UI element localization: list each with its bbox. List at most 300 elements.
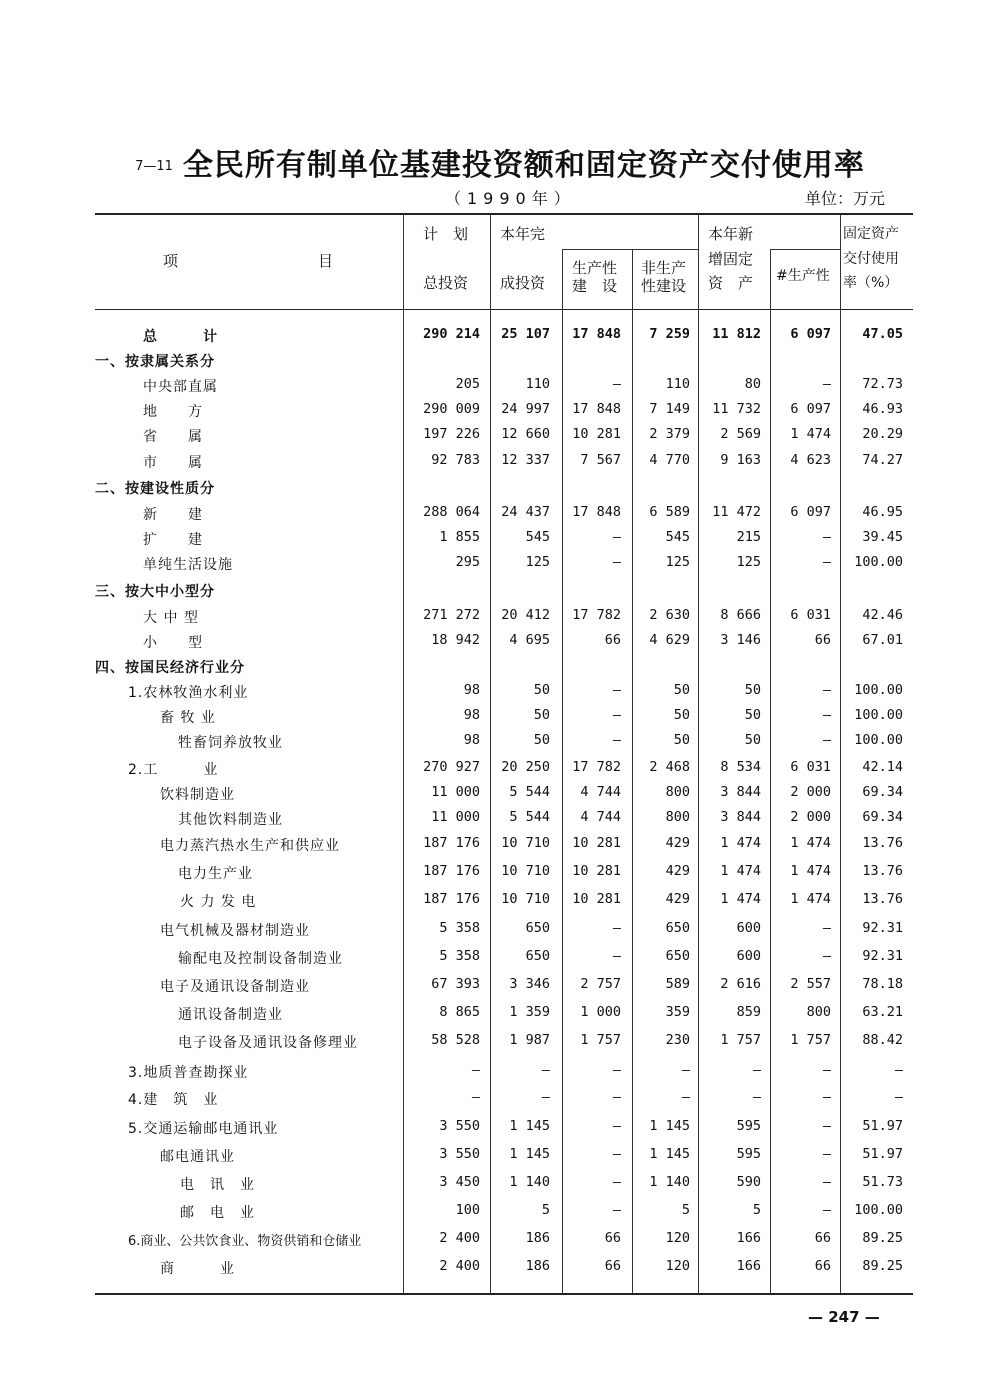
cell-value: 66	[604, 1230, 621, 1246]
cell-value: —	[822, 1202, 831, 1218]
cell-value: 80	[744, 376, 761, 392]
table-row	[0, 780, 1000, 805]
header-c4-line2: 性建设	[641, 277, 687, 295]
row-label: 邮 电 业	[180, 1205, 255, 1221]
year-label: （1990年）	[445, 189, 576, 208]
cell-value: 50	[673, 682, 690, 698]
cell-value: 7 259	[649, 326, 690, 342]
cell-value: 74.27	[862, 452, 903, 468]
table-row	[0, 474, 1000, 499]
cell-value: 8 666	[720, 607, 761, 623]
cell-value: —	[681, 1062, 690, 1078]
table-row	[0, 703, 1000, 728]
table-row	[0, 525, 1000, 550]
cell-value: 10 710	[501, 891, 550, 907]
cell-value: 125	[665, 554, 690, 570]
cell-value: 9 163	[720, 452, 761, 468]
cell-value: 650	[525, 920, 550, 936]
cell-value: 5	[752, 1202, 761, 1218]
cell-value: 545	[665, 529, 690, 545]
unit-label: 单位：万元	[805, 189, 886, 208]
cell-value: 1 474	[790, 863, 831, 879]
cell-value: 595	[736, 1118, 761, 1134]
cell-value: 600	[736, 948, 761, 964]
cell-value: 187 176	[423, 835, 480, 851]
cell-value: 3 346	[509, 976, 550, 992]
table-row	[0, 944, 1000, 969]
cell-value: 100.00	[854, 732, 903, 748]
cell-value: 1 474	[720, 835, 761, 851]
cell-value: 89.25	[862, 1230, 903, 1246]
cell-value: 7 149	[649, 401, 690, 417]
cell-value: —	[894, 1062, 903, 1078]
cell-value: 11 812	[712, 326, 761, 342]
cell-value: 2 757	[580, 976, 621, 992]
cell-value: —	[612, 920, 621, 936]
row-label: 饮料制造业	[160, 787, 235, 803]
cell-value: —	[612, 1118, 621, 1134]
cell-value: 1 474	[790, 891, 831, 907]
cell-value: 2 000	[790, 809, 831, 825]
cell-value: —	[612, 376, 621, 392]
cell-value: —	[471, 1062, 480, 1078]
header-c1-line1: 计 划	[423, 225, 469, 243]
cell-value: 3 844	[720, 809, 761, 825]
cell-value: —	[612, 554, 621, 570]
cell-value: 10 281	[572, 426, 621, 442]
cell-value: —	[822, 376, 831, 392]
table-row	[0, 1254, 1000, 1279]
row-label: 3.地质普查勘探业	[128, 1065, 249, 1081]
header-c5-line2: 增固定	[708, 250, 754, 268]
cell-value: 11 472	[712, 504, 761, 520]
cell-value: 166	[736, 1258, 761, 1274]
cell-value: 50	[533, 732, 550, 748]
cell-value: —	[822, 1089, 831, 1105]
cell-value: —	[612, 1174, 621, 1190]
cell-value: —	[541, 1062, 550, 1078]
row-label: 新 建	[143, 507, 203, 523]
table-row	[0, 1198, 1000, 1223]
cell-value: 6 097	[790, 504, 831, 520]
cell-value: 110	[665, 376, 690, 392]
cell-value: 5	[681, 1202, 690, 1218]
cell-value: —	[752, 1062, 761, 1078]
row-label: 1.农林牧渔水利业	[128, 685, 249, 701]
cell-value: 1 140	[509, 1174, 550, 1190]
cell-value: —	[612, 732, 621, 748]
table-row	[0, 1114, 1000, 1139]
cell-value: 100.00	[854, 707, 903, 723]
cell-value: 67 393	[431, 976, 480, 992]
cell-value: 42.46	[862, 607, 903, 623]
cell-value: 50	[744, 732, 761, 748]
cell-value: 2 569	[720, 426, 761, 442]
cell-value: 12 660	[501, 426, 550, 442]
cell-value: —	[822, 1118, 831, 1134]
table-row	[0, 347, 1000, 372]
cell-value: —	[822, 948, 831, 964]
cell-value: 100.00	[854, 554, 903, 570]
cell-value: —	[681, 1089, 690, 1105]
cell-value: 859	[736, 1004, 761, 1020]
cell-value: 10 710	[501, 835, 550, 851]
table-row	[0, 603, 1000, 628]
cell-value: 12 337	[501, 452, 550, 468]
cell-value: 4 744	[580, 809, 621, 825]
header-c7-line1: 固定资产	[843, 226, 899, 242]
cell-value: 51.97	[862, 1146, 903, 1162]
cell-value: —	[612, 682, 621, 698]
cell-value: 215	[736, 529, 761, 545]
header-c7-line2: 交付使用	[843, 251, 899, 267]
cell-value: 186	[525, 1258, 550, 1274]
cell-value: 2 000	[790, 784, 831, 800]
table-row	[0, 653, 1000, 678]
row-label: 总 计	[143, 329, 218, 345]
cell-value: 1 145	[509, 1146, 550, 1162]
table-row	[0, 577, 1000, 602]
header-c6: #生产性	[776, 268, 830, 284]
cell-value: 4 623	[790, 452, 831, 468]
table-row	[0, 1028, 1000, 1053]
cell-value: 88.42	[862, 1032, 903, 1048]
cell-value: 11 000	[431, 809, 480, 825]
cell-value: 429	[665, 891, 690, 907]
row-label: 牲畜饲养放牧业	[178, 735, 283, 751]
cell-value: —	[612, 1202, 621, 1218]
row-label: 电 讯 业	[180, 1177, 255, 1193]
cell-value: 17 848	[572, 326, 621, 342]
header-c5-line3: 资 产	[708, 274, 754, 292]
cell-value: 290 009	[423, 401, 480, 417]
page-number: — 247 —	[808, 1308, 880, 1326]
cell-value: 10 281	[572, 835, 621, 851]
cell-value: 17 848	[572, 401, 621, 417]
header-item-1: 项	[163, 252, 179, 270]
table-row	[0, 448, 1000, 473]
cell-value: —	[822, 1174, 831, 1190]
cell-value: 600	[736, 920, 761, 936]
cell-value: 2 400	[439, 1230, 480, 1246]
row-label: 2.工 业	[128, 762, 219, 778]
cell-value: 800	[665, 784, 690, 800]
cell-value: 13.76	[862, 863, 903, 879]
cell-value: 17 848	[572, 504, 621, 520]
table-row	[0, 322, 1000, 347]
cell-value: 271 272	[423, 607, 480, 623]
cell-value: 3 844	[720, 784, 761, 800]
cell-value: 46.93	[862, 401, 903, 417]
row-label: 四、按国民经济行业分	[95, 660, 245, 676]
cell-value: 3 146	[720, 632, 761, 648]
cell-value: 359	[665, 1004, 690, 1020]
table-row	[0, 831, 1000, 856]
cell-value: 66	[814, 1258, 831, 1274]
cell-value: —	[752, 1089, 761, 1105]
cell-value: 20.29	[862, 426, 903, 442]
cell-value: 1 140	[649, 1174, 690, 1190]
cell-value: 295	[455, 554, 480, 570]
top-rule	[95, 213, 913, 215]
cell-value: —	[822, 707, 831, 723]
cell-value: 4 770	[649, 452, 690, 468]
cell-value: 8 865	[439, 1004, 480, 1020]
row-label: 火 力 发 电	[180, 894, 257, 910]
cell-value: 429	[665, 863, 690, 879]
subheader-rule-1	[562, 249, 698, 250]
row-label: 扩 建	[143, 532, 203, 548]
cell-value: 1 145	[649, 1146, 690, 1162]
cell-value: —	[822, 1146, 831, 1162]
row-label: 通讯设备制造业	[178, 1007, 283, 1023]
cell-value: 1 474	[720, 863, 761, 879]
cell-value: 5	[541, 1202, 550, 1218]
row-label: 电力生产业	[178, 866, 253, 882]
cell-value: 20 250	[501, 759, 550, 775]
cell-value: 5 358	[439, 920, 480, 936]
table-row	[0, 887, 1000, 912]
cell-value: 13.76	[862, 835, 903, 851]
cell-value: 50	[673, 707, 690, 723]
cell-value: 589	[665, 976, 690, 992]
cell-value: 92.31	[862, 920, 903, 936]
cell-value: 1 145	[509, 1118, 550, 1134]
cell-value: 2 468	[649, 759, 690, 775]
table-row	[0, 1170, 1000, 1195]
cell-value: 98	[463, 682, 480, 698]
cell-value: 66	[604, 1258, 621, 1274]
cell-value: 1 000	[580, 1004, 621, 1020]
cell-value: 63.21	[862, 1004, 903, 1020]
cell-value: —	[612, 948, 621, 964]
cell-value: 650	[525, 948, 550, 964]
cell-value: 98	[463, 732, 480, 748]
cell-value: 51.73	[862, 1174, 903, 1190]
row-label: 小 型	[143, 635, 203, 651]
cell-value: 17 782	[572, 759, 621, 775]
cell-value: 66	[814, 1230, 831, 1246]
cell-value: 5 358	[439, 948, 480, 964]
cell-value: 24 437	[501, 504, 550, 520]
cell-value: 100.00	[854, 1202, 903, 1218]
cell-value: 10 710	[501, 863, 550, 879]
cell-value: 4 695	[509, 632, 550, 648]
cell-value: 166	[736, 1230, 761, 1246]
row-label: 邮电通讯业	[160, 1149, 235, 1165]
cell-value: 650	[665, 920, 690, 936]
cell-value: —	[822, 554, 831, 570]
cell-value: 2 630	[649, 607, 690, 623]
cell-value: —	[612, 529, 621, 545]
table-row	[0, 1142, 1000, 1167]
header-rule	[95, 309, 913, 310]
cell-value: 125	[525, 554, 550, 570]
cell-value: 67.01	[862, 632, 903, 648]
cell-value: 66	[814, 632, 831, 648]
cell-value: —	[612, 1062, 621, 1078]
row-label: 三、按大中小型分	[95, 584, 215, 600]
cell-value: 1 359	[509, 1004, 550, 1020]
cell-value: 1 474	[790, 426, 831, 442]
cell-value: —	[822, 682, 831, 698]
cell-value: 51.97	[862, 1118, 903, 1134]
cell-value: 6 097	[790, 326, 831, 342]
table-row	[0, 372, 1000, 397]
row-label: 输配电及控制设备制造业	[178, 951, 343, 967]
cell-value: 429	[665, 835, 690, 851]
cell-value: 2 616	[720, 976, 761, 992]
cell-value: 92.31	[862, 948, 903, 964]
cell-value: —	[612, 1146, 621, 1162]
row-label: 一、按隶属关系分	[95, 354, 215, 370]
header-c2-line2: 成投资	[500, 274, 546, 292]
cell-value: 4 744	[580, 784, 621, 800]
cell-value: 10 281	[572, 891, 621, 907]
cell-value: 50	[744, 707, 761, 723]
cell-value: 10 281	[572, 863, 621, 879]
cell-value: 6 031	[790, 607, 831, 623]
table-row	[0, 1058, 1000, 1083]
table-row	[0, 422, 1000, 447]
cell-value: 50	[533, 707, 550, 723]
cell-value: 120	[665, 1230, 690, 1246]
header-c1-line2: 总投资	[423, 274, 469, 292]
cell-value: 1 987	[509, 1032, 550, 1048]
cell-value: 11 732	[712, 401, 761, 417]
table-row	[0, 550, 1000, 575]
cell-value: 800	[806, 1004, 831, 1020]
cell-value: —	[822, 529, 831, 545]
cell-value: 7 567	[580, 452, 621, 468]
cell-value: 50	[673, 732, 690, 748]
row-label: 二、按建设性质分	[95, 481, 215, 497]
row-label: 电子及通讯设备制造业	[160, 979, 310, 995]
table-row	[0, 916, 1000, 941]
cell-value: 17 782	[572, 607, 621, 623]
row-label: 商 业	[160, 1261, 235, 1277]
row-label: 畜 牧 业	[160, 710, 216, 726]
cell-value: 46.95	[862, 504, 903, 520]
cell-value: 6 589	[649, 504, 690, 520]
row-label: 电气机械及器材制造业	[160, 923, 310, 939]
row-label: 单纯生活设施	[143, 557, 233, 573]
cell-value: 205	[455, 376, 480, 392]
table-row	[0, 805, 1000, 830]
cell-value: —	[612, 1089, 621, 1105]
cell-value: —	[894, 1089, 903, 1105]
cell-value: 24 997	[501, 401, 550, 417]
row-label: 省 属	[143, 429, 203, 445]
cell-value: 50	[744, 682, 761, 698]
cell-value: —	[612, 707, 621, 723]
row-label: 4.建 筑 业	[128, 1092, 219, 1108]
cell-value: 1 474	[720, 891, 761, 907]
table-row	[0, 728, 1000, 753]
header-c2-line1: 本年完	[500, 225, 546, 243]
header-c7-line3: 率（%）	[843, 275, 899, 291]
header-c5-line1: 本年新	[708, 225, 754, 243]
table-row	[0, 859, 1000, 884]
cell-value: 89.25	[862, 1258, 903, 1274]
cell-value: 98	[463, 707, 480, 723]
row-label: 市 属	[143, 455, 203, 471]
cell-value: 92 783	[431, 452, 480, 468]
cell-value: 3 550	[439, 1146, 480, 1162]
cell-value: 120	[665, 1258, 690, 1274]
cell-value: 1 757	[790, 1032, 831, 1048]
cell-value: 100	[455, 1202, 480, 1218]
cell-value: 72.73	[862, 376, 903, 392]
title-text: 全民所有制单位基建投资额和固定资产交付使用率	[182, 148, 865, 183]
row-label: 电力蒸汽热水生产和供应业	[160, 838, 340, 854]
row-label: 6.商业、公共饮食业、物资供销和仓储业	[128, 1234, 362, 1249]
table-title	[0, 140, 1000, 184]
cell-value: 800	[665, 809, 690, 825]
row-label: 大 中 型	[143, 610, 199, 626]
cell-value: 5 544	[509, 809, 550, 825]
cell-value: 1 757	[720, 1032, 761, 1048]
header-c4-line1: 非生产	[641, 259, 687, 277]
row-label: 电子设备及通讯设备修理业	[178, 1035, 358, 1051]
cell-value: 186	[525, 1230, 550, 1246]
cell-value: 1 145	[649, 1118, 690, 1134]
cell-value: 1 855	[439, 529, 480, 545]
cell-value: 1 757	[580, 1032, 621, 1048]
cell-value: 2 400	[439, 1258, 480, 1274]
cell-value: 4 629	[649, 632, 690, 648]
cell-value: 197 226	[423, 426, 480, 442]
cell-value: 2 379	[649, 426, 690, 442]
cell-value: 3 450	[439, 1174, 480, 1190]
table-row	[0, 1085, 1000, 1110]
cell-value: 69.34	[862, 809, 903, 825]
cell-value: 1 474	[790, 835, 831, 851]
cell-value: 58 528	[431, 1032, 480, 1048]
cell-value: 125	[736, 554, 761, 570]
cell-value: 50	[533, 682, 550, 698]
header-item-2: 目	[318, 252, 334, 270]
table-row	[0, 678, 1000, 703]
cell-value: 590	[736, 1174, 761, 1190]
table-row	[0, 755, 1000, 780]
cell-value: 187 176	[423, 863, 480, 879]
cell-value: 290 214	[423, 326, 480, 342]
cell-value: 66	[604, 632, 621, 648]
header-c3-line1: 生产性	[572, 259, 618, 277]
cell-value: —	[471, 1089, 480, 1105]
cell-value: 270 927	[423, 759, 480, 775]
cell-value: —	[822, 1062, 831, 1078]
table-row	[0, 1000, 1000, 1025]
cell-value: 2 557	[790, 976, 831, 992]
bottom-rule	[95, 1293, 913, 1295]
table-row	[0, 1226, 1000, 1251]
cell-value: 5 544	[509, 784, 550, 800]
table-row	[0, 972, 1000, 997]
row-label: 5.交通运输邮电通讯业	[128, 1121, 279, 1137]
cell-value: 545	[525, 529, 550, 545]
cell-value: 100.00	[854, 682, 903, 698]
cell-value: 47.05	[862, 326, 903, 342]
cell-value: 20 412	[501, 607, 550, 623]
table-row	[0, 500, 1000, 525]
cell-value: 288 064	[423, 504, 480, 520]
cell-value: 110	[525, 376, 550, 392]
cell-value: 6 097	[790, 401, 831, 417]
row-label: 其他饮料制造业	[178, 812, 283, 828]
cell-value: 3 550	[439, 1118, 480, 1134]
